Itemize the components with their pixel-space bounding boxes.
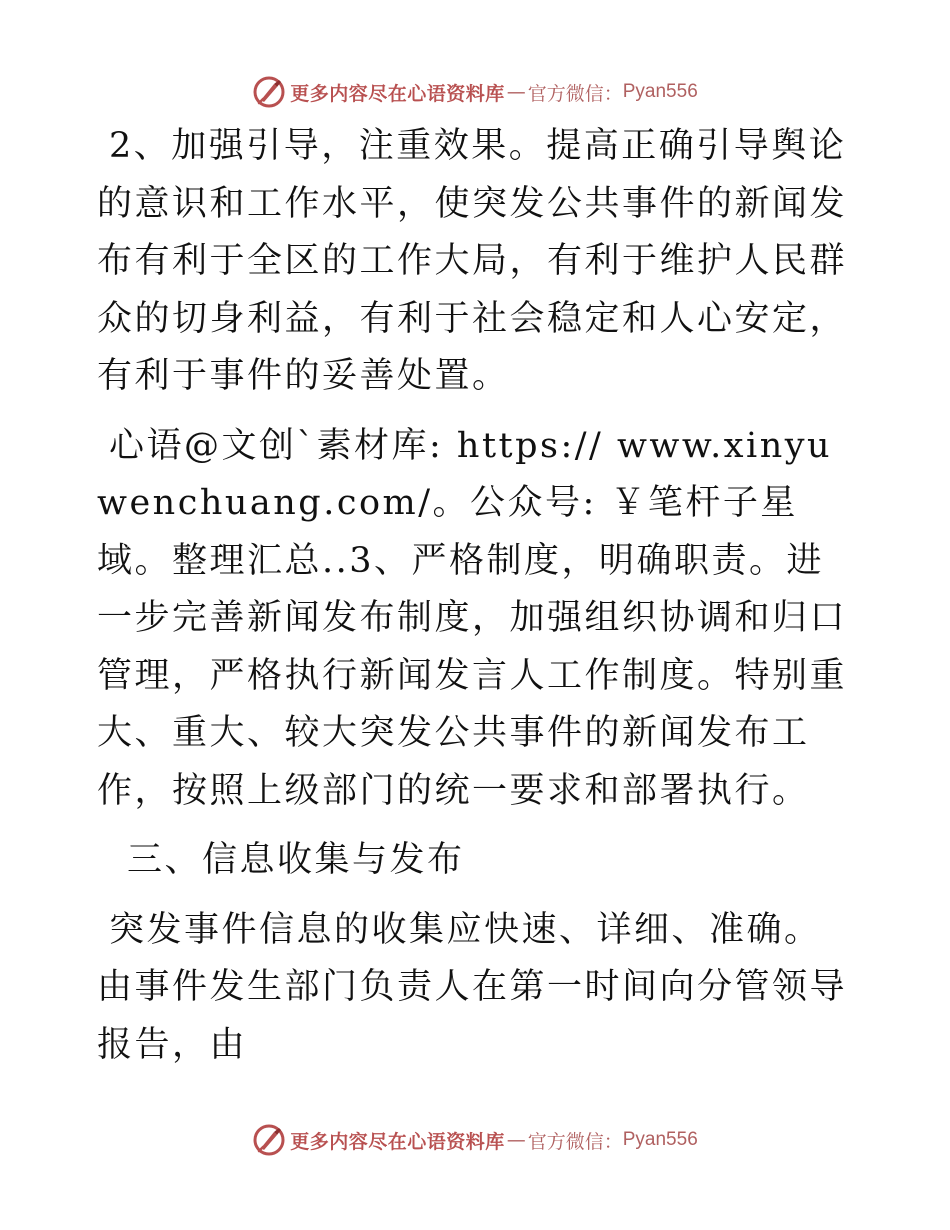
watermark-wechat-label: 官方微信： (527, 82, 623, 105)
footer-watermark (0, 1120, 950, 1160)
watermark-wechat-id: Pyan556 (622, 1129, 698, 1150)
paragraph-info-collection: 突发事件信息的收集应快速、详细、准确。由事件发生部门负责人在第一时间向分管领导报告，由 (97, 909, 848, 1065)
header-watermark (0, 72, 950, 112)
watermark-brand-text: 更多内容尽在心语资料库 (290, 1130, 505, 1153)
quill-pen-logo-icon (252, 1123, 286, 1157)
watermark-separator: — (506, 81, 526, 103)
quill-pen-logo-icon (252, 75, 286, 109)
watermark-wechat-id: Pyan556 (622, 81, 698, 102)
paragraph-guidance: 2、加强引导，注重效果。提高正确引导舆论的意识和工作水平，使突发公共事件的新闻发布有利于全区的工作大局，有利于维护人民群众的切身利益，有利于社会稳定和人心安定，有利于事件的妥善处置。 (97, 126, 848, 396)
watermark-separator: — (506, 1129, 526, 1151)
document-body (97, 118, 857, 1086)
paragraph-system-duties: 心语@文创`素材库: https:// www.xinyuwenchuang.com/。公众号: ￥笔杆子星域。整理汇总..3、严格制度，明确职责。进一步完善新闻发布制度，加强组织协调和归口管理，严格执行新闻发言人工作制度。特别重大、重大、较大突发公共事件的新闻发布工作，按照上级部门的统一要求和部署执行。 (97, 425, 848, 811)
section-heading-info-collection: 三、信息收集与发布 (127, 840, 465, 880)
watermark-wechat-label: 官方微信： (527, 1130, 623, 1153)
watermark-brand-text: 更多内容尽在心语资料库 (290, 82, 505, 105)
